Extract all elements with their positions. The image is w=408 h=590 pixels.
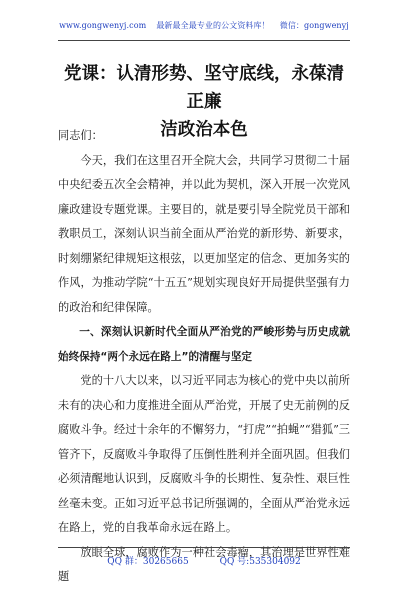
page-footer — [0, 554, 408, 567]
salutation: 同志们： — [58, 129, 103, 142]
paragraph-intro: 今天，我们在这里召开全院大会，共同学习贯彻二十届中央纪委五次全会精神，并以此为契机，深入开展一次党风廉政建设专题党课。主要目的，就是要引导全院党员干部和教职员工，深刻认识当前全面从严治党的新形势、新要求，时刻绷紧纪律规矩这根弦，以更加坚定的信念、更加务实的作风，为推动学院“十五五”规划实现良好开局提供坚强有力的政治和纪律保障。 — [58, 153, 350, 314]
title-line-1: 党课：认清形势、坚守底线，永葆清正廉 — [64, 64, 344, 112]
document-body — [58, 124, 350, 590]
footer-qq-number: QQ 号:535304092 — [219, 557, 301, 567]
page-header — [0, 20, 408, 31]
header-slogan: 最新最全最专业的公文资料库！ — [156, 21, 270, 30]
header-site-link[interactable]: www.gongwenyj.com — [59, 21, 147, 30]
title-line-2: 洁政治本色 — [160, 120, 248, 140]
footer-qq-group: QQ 群：30265665 — [107, 557, 189, 567]
footer-divider — [58, 547, 350, 548]
paragraph-section1-1: 党的十八大以来，以习近平同志为核心的党中央以前所未有的决心和力度推进全面从严治党，开展了史无前例的反腐败斗争。经过十余年的不懈努力，“打虎”“拍蝇”“猎狐”三管齐下，反腐败斗争取得了压倒性胜利并全面巩固。但我们必须清醒地认识到，反腐败斗争的长期性、复杂性、艰巨性丝毫未变。正如习近平总书记所强调的，全面从严治党永远在路上，党的自我革命永远在路上。 — [58, 374, 350, 534]
paragraph-section1-2: 放眼全球，腐败作为一种社会毒瘤，其治理是世界性难题 — [58, 545, 350, 583]
header-wechat: 微信：gongwenyj — [279, 21, 349, 30]
section-heading: 一、深刻认识新时代全面从严治党的严峻形势与历史成就始终保持“两个永远在路上”的清醒与坚定 — [58, 326, 350, 363]
header-divider — [58, 40, 350, 41]
